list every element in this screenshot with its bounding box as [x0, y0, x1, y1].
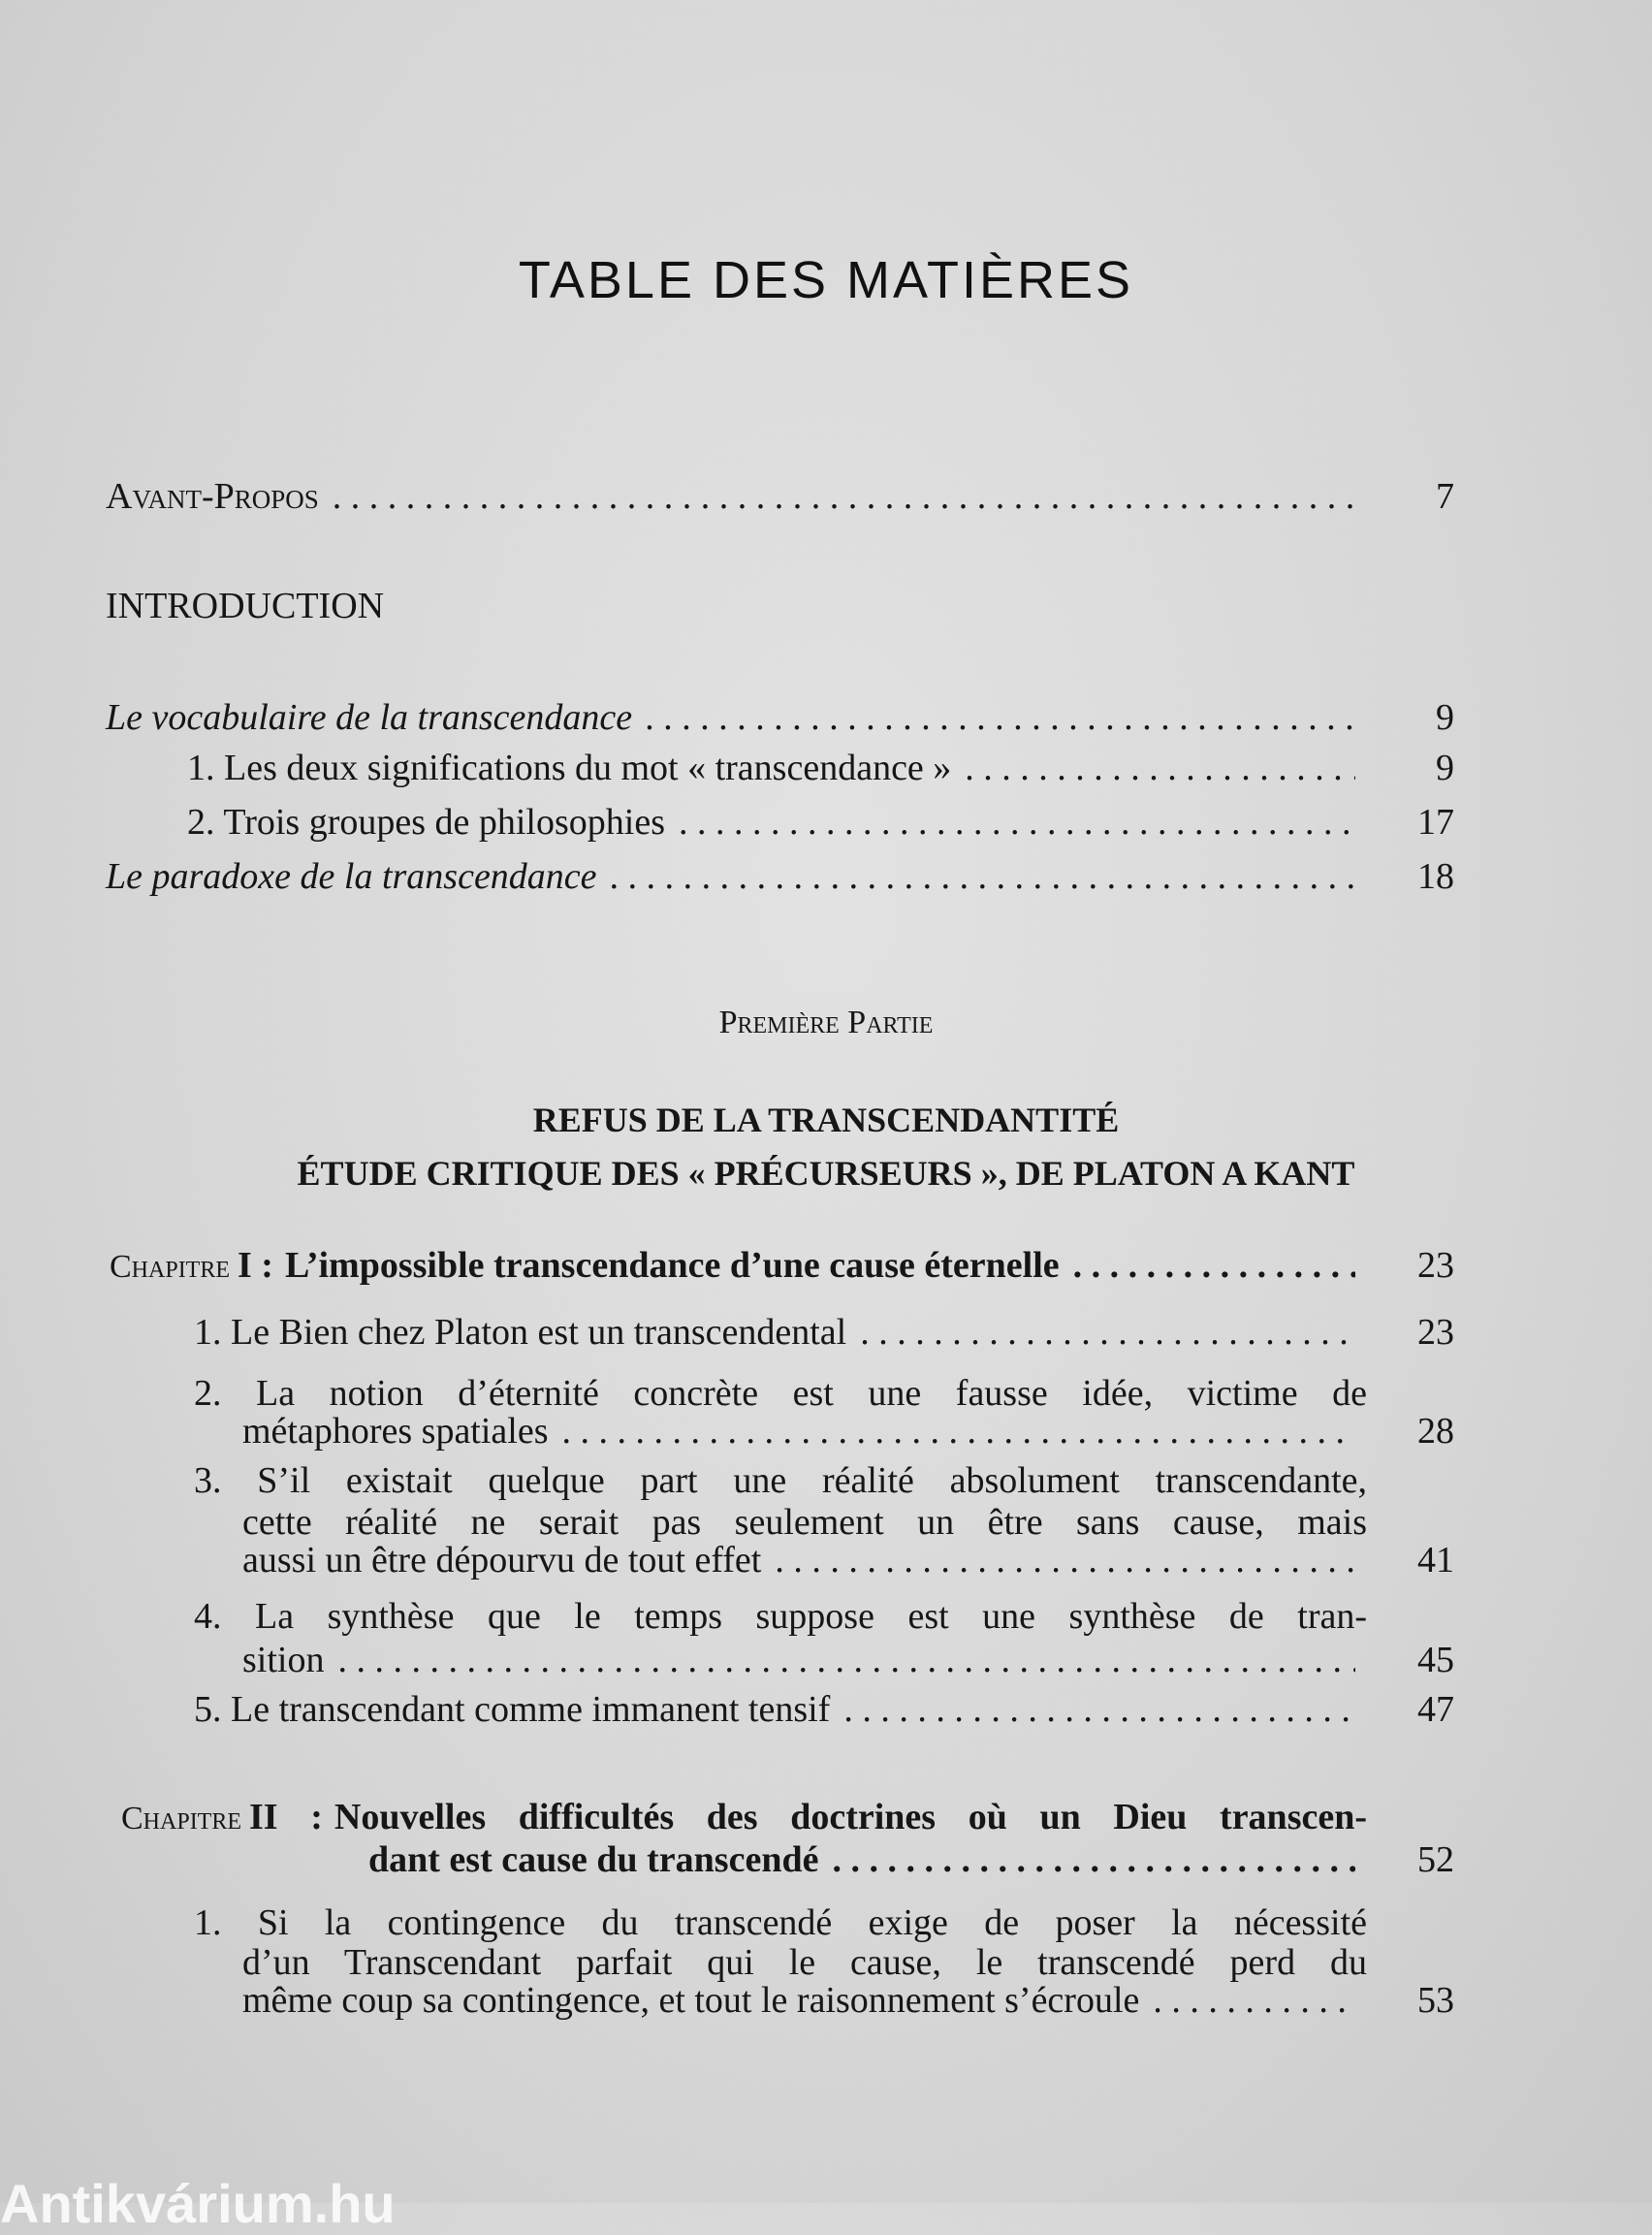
entry-text: 1. Si la contingence du transcendé exige de poser la nécessité	[194, 1902, 1367, 1943]
page-number: 52	[1417, 1839, 1454, 1880]
toc-line	[194, 1311, 1367, 1354]
part-title: REFUS DE LA TRANSCENDANTITÉ	[532, 1101, 1120, 1139]
entry-text: L’impossible transcendance d’une cause éternelle	[284, 1245, 1060, 1286]
page-number: 23	[1417, 1245, 1454, 1286]
page-number: 9	[1436, 697, 1454, 738]
entry-text: 3. S’il existait quelque part une réalité absolument transcendante,	[194, 1460, 1367, 1501]
entry-text: 2. La notion d’éternité concrète est une fausse idée, victime de	[194, 1373, 1367, 1414]
dot-leader	[679, 801, 1355, 844]
dot-leader	[562, 1410, 1355, 1453]
part-label: Première Partie	[718, 1005, 934, 1040]
chapter-label: Chapitre	[121, 1801, 242, 1836]
entry-text: INTRODUCTION	[106, 586, 385, 626]
dot-leader	[965, 747, 1355, 789]
toc-line	[121, 1796, 1367, 1838]
entry-text: dant est cause du transcendé	[368, 1839, 819, 1880]
part-subtitle: ÉTUDE CRITIQUE DES « PRÉCURSEURS », DE PLATON A KANT	[297, 1154, 1355, 1193]
page-number: 28	[1417, 1411, 1454, 1452]
toc-line	[368, 1838, 1367, 1881]
toc-line	[194, 1595, 1367, 1638]
entry-text: Le paradoxe de la transcendance	[106, 856, 597, 897]
page-number: 9	[1436, 748, 1454, 788]
page-number: 53	[1417, 1980, 1454, 2021]
entry-text: 4. La synthèse que le temps suppose est une synthèse de tran-	[194, 1596, 1367, 1637]
dot-leader	[1073, 1244, 1355, 1287]
entry-text: 5. Le transcendant comme immanent tensif	[194, 1689, 831, 1730]
dot-leader	[775, 1539, 1355, 1581]
entry-text: même coup sa contingence, et tout le raisonnement s’écroule	[242, 1980, 1140, 2021]
page-number: 45	[1417, 1640, 1454, 1680]
entry-text: aussi un être dépourvu de tout effet	[242, 1540, 762, 1580]
toc-line	[242, 1410, 1367, 1453]
page-number: 18	[1417, 856, 1454, 897]
entry-text: 1. Les deux significations du mot « transcendance »	[187, 748, 952, 788]
toc-line	[106, 855, 1367, 898]
toc-line	[187, 801, 1367, 844]
toc-line	[106, 585, 384, 627]
dot-leader	[611, 855, 1355, 898]
dot-leader	[1153, 1979, 1355, 2022]
toc-line	[194, 1372, 1367, 1415]
entry-text: 1. Le Bien chez Platon est un transcendental	[194, 1312, 847, 1353]
toc-line	[242, 1501, 1367, 1544]
page-number: 47	[1417, 1689, 1454, 1730]
toc-line	[194, 1688, 1367, 1731]
chapter-label: Chapitre	[110, 1249, 231, 1285]
dot-leader	[843, 1688, 1355, 1731]
toc-line	[194, 1459, 1367, 1502]
dot-leader	[337, 1639, 1355, 1681]
entry-text: sition	[242, 1640, 325, 1680]
entry-text: d’un Transcendant parfait qui le cause, le transcendé perd du	[242, 1942, 1367, 1983]
entry-text: Le vocabulaire de la transcendance	[106, 697, 633, 738]
entry-text: Nouvelles difficultés des doctrines où un Dieu transcen-	[334, 1797, 1367, 1837]
toc-line	[110, 1244, 1367, 1289]
page-number: 7	[1436, 476, 1454, 517]
toc-line	[194, 1901, 1367, 1944]
toc-line	[242, 1979, 1367, 2022]
dot-leader	[832, 1838, 1355, 1881]
toc-line	[106, 475, 1367, 518]
entry-text: métaphores spatiales	[242, 1411, 549, 1452]
watermark: Antikvárium.hu	[0, 2173, 396, 2234]
page-number: 17	[1417, 802, 1454, 843]
chapter-number: II :	[249, 1797, 323, 1837]
toc-line	[187, 747, 1367, 789]
page-number: 23	[1417, 1312, 1454, 1353]
toc-line	[106, 696, 1367, 739]
toc-line	[242, 1539, 1367, 1581]
dot-leader	[860, 1311, 1355, 1354]
dot-leader	[333, 475, 1355, 518]
dot-leader	[646, 696, 1355, 739]
chapter-number: I :	[238, 1245, 273, 1286]
toc-line	[242, 1639, 1367, 1681]
entry-text: 2. Trois groupes de philosophies	[187, 802, 665, 843]
entry-text: Avant-Propos	[106, 476, 319, 517]
page-title: TABLE DES MATIÈRES	[518, 251, 1134, 309]
entry-text: cette réalité ne serait pas seulement un être sans cause, mais	[242, 1502, 1367, 1543]
toc-line	[242, 1941, 1367, 1984]
page-number: 41	[1417, 1540, 1454, 1580]
